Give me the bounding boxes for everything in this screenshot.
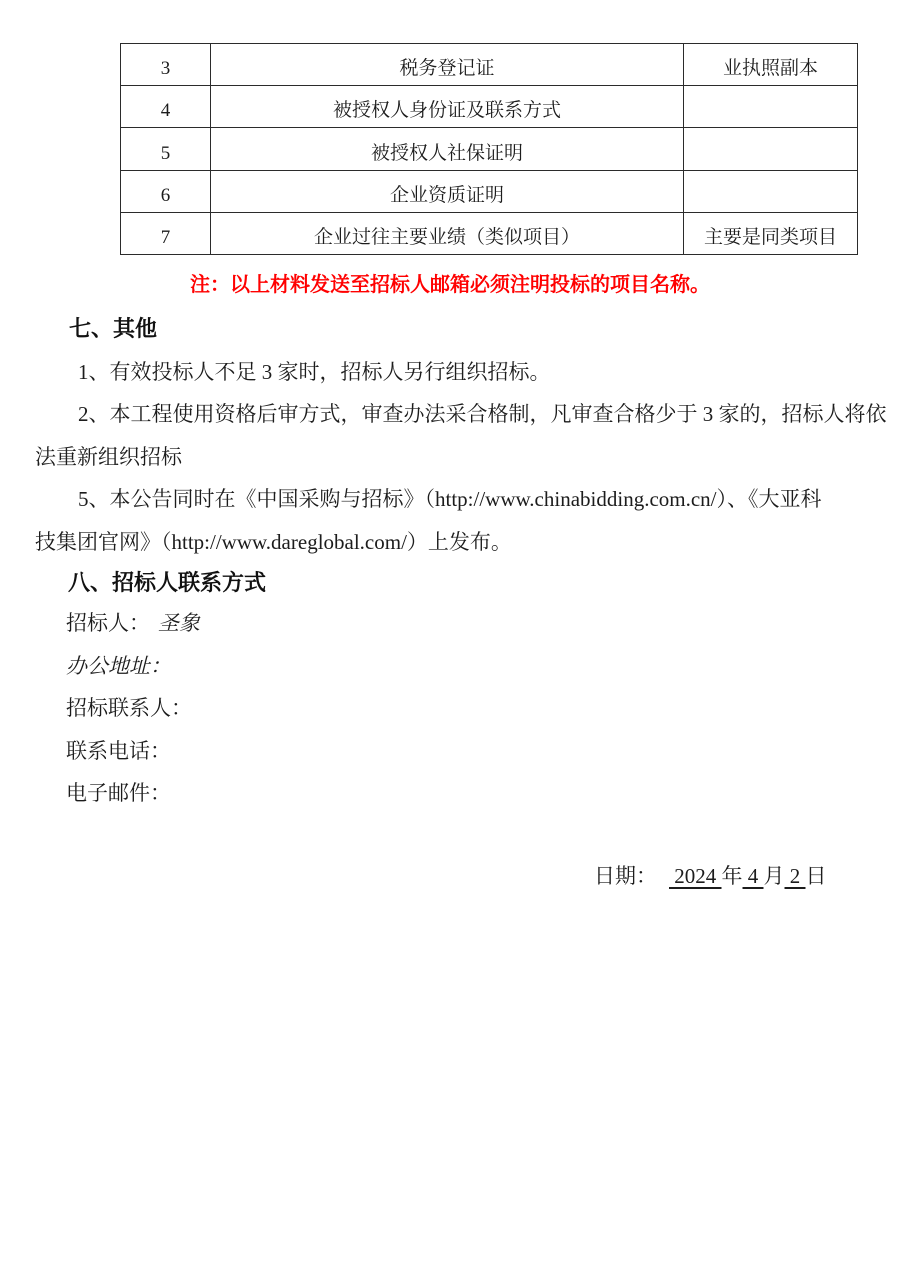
paragraph-2-line-2: 法重新组织招标 <box>35 444 182 469</box>
bidder-label: 招标人： <box>66 611 150 635</box>
cell-remark <box>684 170 858 212</box>
table-row <box>121 86 858 128</box>
cell-remark <box>684 128 858 170</box>
cell-row-number: 5 <box>121 128 211 170</box>
bidder-value: 圣象 <box>158 611 200 635</box>
paragraph-3-line-1: 5、本公告同时在《中国采购与招标》（http://www.chinabidding.com.cn/）、《大亚科 <box>78 487 822 511</box>
cell-remark: 业执照副本 <box>684 44 858 86</box>
cell-remark <box>684 86 858 128</box>
paragraph-2 <box>35 393 887 478</box>
cell-row-number: 6 <box>121 170 211 212</box>
materials-table <box>120 43 858 255</box>
address-line: 办公地址： <box>66 653 171 678</box>
table-row <box>121 170 858 212</box>
cell-row-number: 7 <box>121 212 211 254</box>
bidder-line <box>66 602 766 645</box>
date-label: 日期： <box>594 863 657 888</box>
cell-row-number: 4 <box>121 86 211 128</box>
cell-material-name: 被授权人身份证及联系方式 <box>211 86 684 128</box>
section-7-heading: 七、其他 <box>69 316 158 341</box>
section-8-heading: 八、招标人联系方式 <box>68 570 267 595</box>
contact-block <box>66 602 766 815</box>
paragraph-3-line-2: 技集团官网》（http://www.dareglobal.com/）上发布。 <box>35 529 512 554</box>
date-line <box>573 812 827 888</box>
email-line: 电子邮件： <box>66 781 171 805</box>
cell-material-name: 被授权人社保证明 <box>211 128 684 170</box>
paragraph-1 <box>35 351 866 394</box>
phone-line: 联系电话： <box>66 738 171 763</box>
cell-material-name: 税务登记证 <box>211 44 684 86</box>
table-row <box>121 212 858 254</box>
paragraph-3 <box>35 478 866 563</box>
date-month: 4 <box>742 863 764 888</box>
paragraph-1-line: 1、有效投标人不足 3 家时，招标人另行组织招标。 <box>78 360 551 384</box>
cell-material-name: 企业过往主要业绩（类似项目） <box>211 212 684 254</box>
table-row <box>121 128 858 170</box>
date-day: 2 <box>784 863 806 888</box>
date-day-unit: 日 <box>805 863 827 888</box>
date-year-unit: 年 <box>721 863 743 888</box>
paragraph-2-line-1: 2、本工程使用资格后审方式，审查办法采合格制，凡审查合格少于 3 家的，招标人将依 <box>78 402 887 426</box>
red-note: 注：以上材料发送至招标人邮箱必须注明投标的项目名称。 <box>190 274 710 296</box>
cell-row-number: 3 <box>121 44 211 86</box>
table-row <box>121 44 858 86</box>
cell-material-name: 企业资质证明 <box>211 170 684 212</box>
cell-remark: 主要是同类项目 <box>684 212 858 254</box>
date-year: 2024 <box>669 863 722 888</box>
contact-person-line: 招标联系人： <box>66 696 192 720</box>
date-month-unit: 月 <box>763 863 785 888</box>
